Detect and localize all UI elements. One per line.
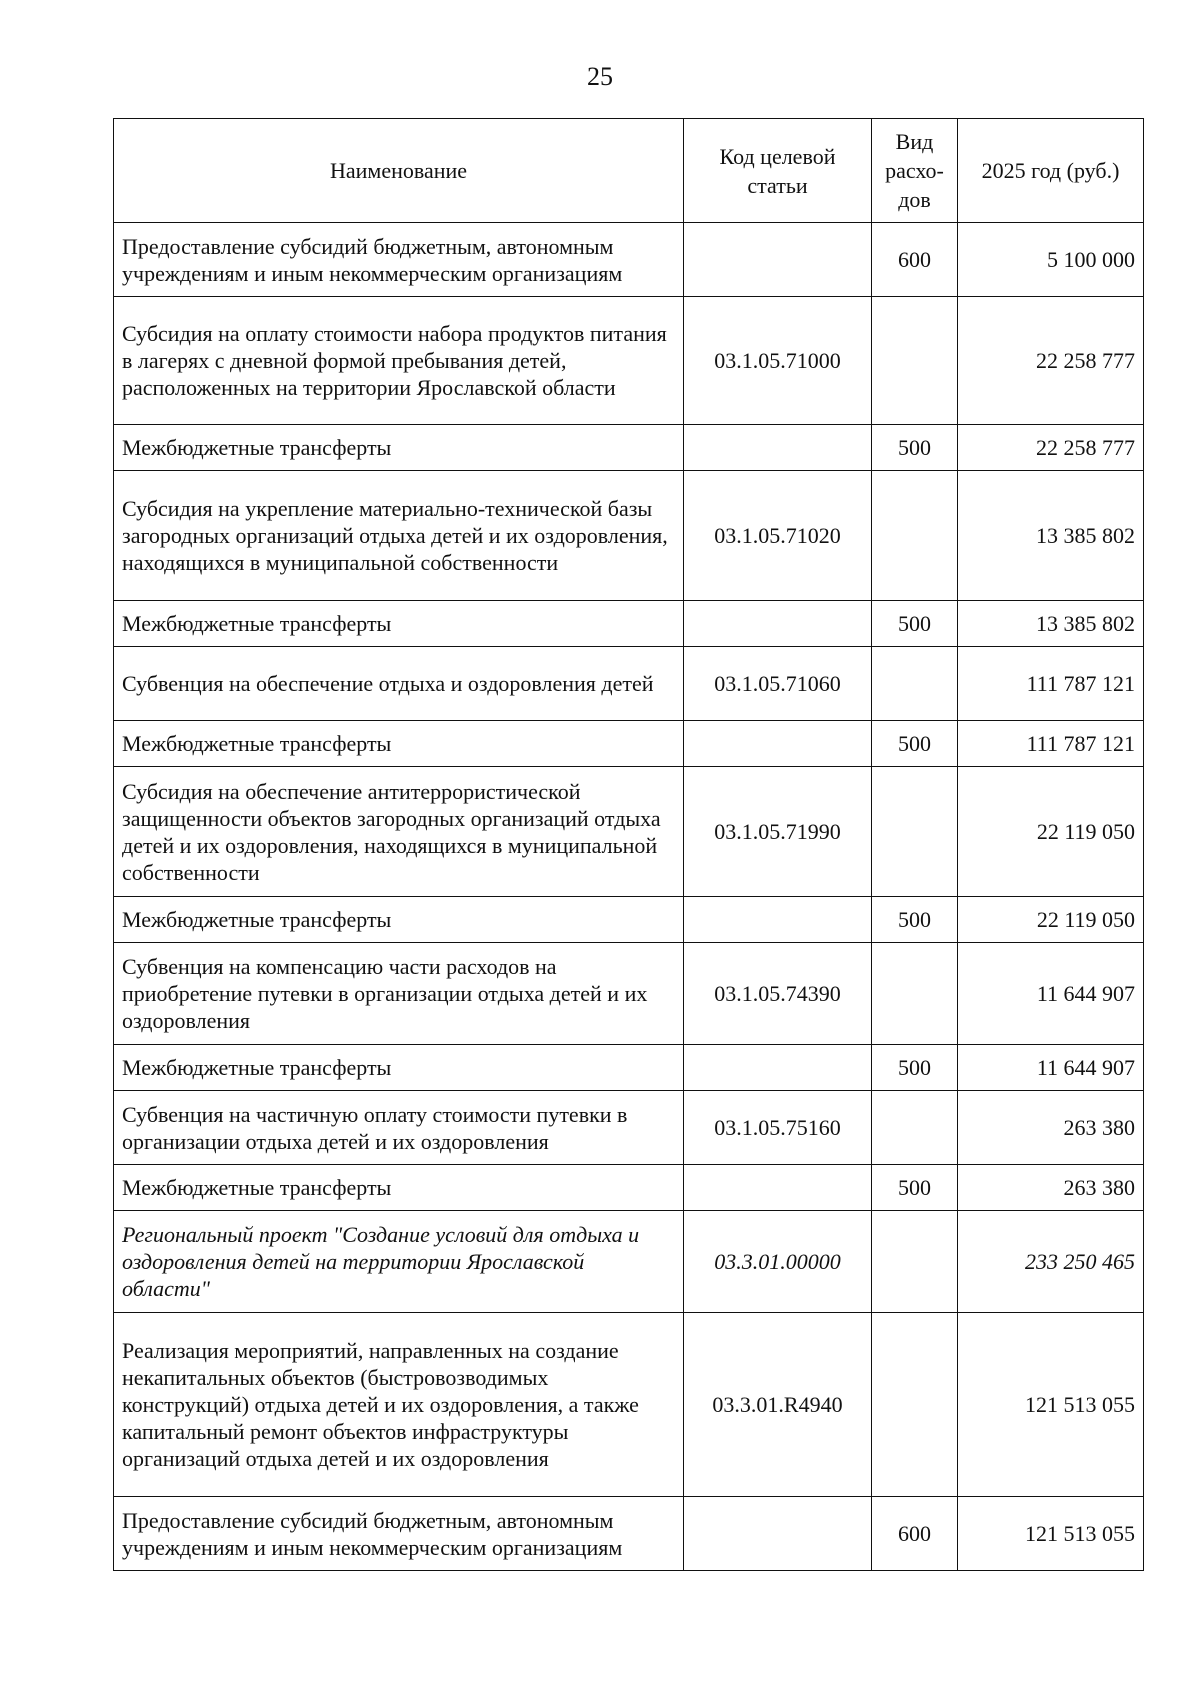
row-kind: 500 [872,897,958,943]
row-kind [872,647,958,721]
row-name: Реализация мероприятий, направленных на создание некапитальных объектов (быстровозводимых конструкций) отдыха детей и их оздоровления, а также капитальный ремонт объектов инфраструктуры организаций отдыха детей и их оздоровления [114,1313,684,1497]
row-code [684,1165,872,1211]
row-code: 03.1.05.71060 [684,647,872,721]
row-kind: 500 [872,425,958,471]
row-code: 03.1.05.71000 [684,297,872,425]
row-amount: 233 250 465 [958,1211,1144,1313]
row-amount: 22 119 050 [958,897,1144,943]
row-code: 03.1.05.75160 [684,1091,872,1165]
table-row [114,1165,1144,1211]
table-row [114,1045,1144,1091]
row-amount: 121 513 055 [958,1313,1144,1497]
row-kind [872,471,958,601]
row-name: Субсидия на обеспечение антитеррористической защищенности объектов загородных организаций отдыха детей и их оздоровления, находящихся в муниципальной собственности [114,767,684,897]
row-code: 03.1.05.71020 [684,471,872,601]
row-name: Субвенция на компенсацию части расходов на приобретение путевки в организации отдыха детей и их оздоровления [114,943,684,1045]
row-amount: 111 787 121 [958,647,1144,721]
row-name: Межбюджетные трансферты [114,1165,684,1211]
row-kind [872,1211,958,1313]
table-row [114,425,1144,471]
row-name: Межбюджетные трансферты [114,601,684,647]
row-name: Предоставление субсидий бюджетным, автономным учреждениям и иным некоммерческим организациям [114,1497,684,1571]
table-row [114,943,1144,1045]
row-kind [872,297,958,425]
row-code: 03.1.05.74390 [684,943,872,1045]
row-kind [872,767,958,897]
table-row [114,647,1144,721]
row-name: Межбюджетные трансферты [114,1045,684,1091]
row-code: 03.3.01.R4940 [684,1313,872,1497]
row-name: Субсидия на укрепление материально-технической базы загородных организаций отдыха детей и их оздоровления, находящихся в муниципальной собственности [114,471,684,601]
row-kind [872,1091,958,1165]
row-kind: 500 [872,1165,958,1211]
row-amount: 263 380 [958,1165,1144,1211]
row-amount: 22 119 050 [958,767,1144,897]
table-row [114,1091,1144,1165]
row-amount: 263 380 [958,1091,1144,1165]
row-code [684,223,872,297]
row-kind [872,1313,958,1497]
table-row [114,601,1144,647]
header-kind: Вид расхо-дов [872,119,958,223]
row-kind: 600 [872,1497,958,1571]
row-amount: 121 513 055 [958,1497,1144,1571]
table-row [114,897,1144,943]
header-name: Наименование [114,119,684,223]
row-code [684,721,872,767]
table-row [114,721,1144,767]
row-amount: 111 787 121 [958,721,1144,767]
table-row [114,297,1144,425]
row-code [684,1497,872,1571]
row-name: Субвенция на обеспечение отдыха и оздоровления детей [114,647,684,721]
row-name: Субвенция на частичную оплату стоимости путевки в организации отдыха детей и их оздоровления [114,1091,684,1165]
page-number: 25 [587,62,613,91]
row-kind: 500 [872,601,958,647]
table-row [114,767,1144,897]
row-kind [872,943,958,1045]
table-row [114,471,1144,601]
row-code [684,897,872,943]
row-kind: 600 [872,223,958,297]
row-name: Межбюджетные трансферты [114,721,684,767]
budget-table [113,118,1144,1571]
row-code [684,425,872,471]
row-amount: 13 385 802 [958,601,1144,647]
row-amount: 13 385 802 [958,471,1144,601]
row-name: Предоставление субсидий бюджетным, автономным учреждениям и иным некоммерческим организациям [114,223,684,297]
row-name: Региональный проект "Создание условий для отдыха и оздоровления детей на территории Ярославской области" [114,1211,684,1313]
row-code: 03.3.01.00000 [684,1211,872,1313]
table-header-row [114,119,1144,223]
row-name: Субсидия на оплату стоимости набора продуктов питания в лагерях с дневной формой пребывания детей, расположенных на территории Ярославской области [114,297,684,425]
row-amount: 11 644 907 [958,943,1144,1045]
header-amount: 2025 год (руб.) [958,119,1144,223]
row-amount: 11 644 907 [958,1045,1144,1091]
row-name: Межбюджетные трансферты [114,897,684,943]
table-row [114,1497,1144,1571]
row-amount: 22 258 777 [958,425,1144,471]
row-code: 03.1.05.71990 [684,767,872,897]
table-row-regional-project [114,1211,1144,1313]
table-row [114,1313,1144,1497]
table-row [114,223,1144,297]
row-amount: 5 100 000 [958,223,1144,297]
row-kind: 500 [872,1045,958,1091]
row-name: Межбюджетные трансферты [114,425,684,471]
row-code [684,1045,872,1091]
row-kind: 500 [872,721,958,767]
header-code: Код целевой статьи [684,119,872,223]
row-amount: 22 258 777 [958,297,1144,425]
row-code [684,601,872,647]
